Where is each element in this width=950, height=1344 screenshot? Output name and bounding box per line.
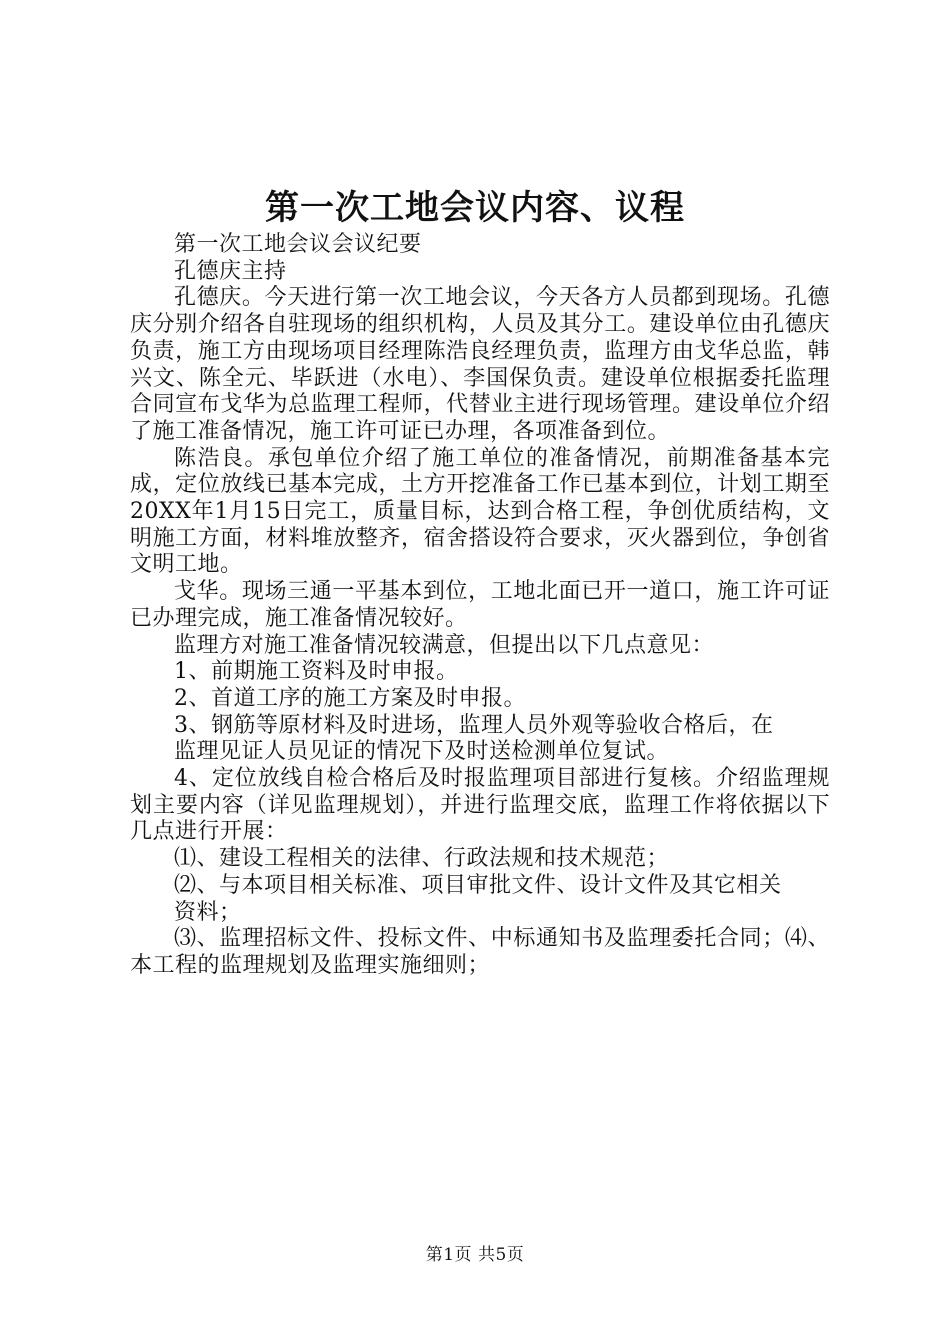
paragraph: 孔德庆主持 [174,258,287,284]
page-footer: 第1页 共5页 [425,1245,525,1265]
paragraph: 资料； [174,899,242,925]
paragraph: ⑶、监理招标文件、投标文件、中标通知书及监理委托合同；⑷、本工程的监理规划及监理实施细则； [130,926,830,978]
paragraph: 孔德庆。今天进行第一次工地会议，今天各方人员都到现场。孔德庆分别介绍各自驻现场的组织机构，人员及其分工。建设单位由孔德庆负责，施工方由现场项目经理陈浩良经理负责，监理方由戈华总监，韩兴文、陈全元、毕跃进（水电）、李国保负责。建设单位根据委托监理合同宣布戈华为总监理工程师，代替业主进行现场管理。建设单位介绍了施工准备情况，施工许可证已办理，各项准备到位。 [130,285,830,444]
paragraph: 戈华。现场三通一平基本到位，工地北面已开一道口，施工许可证已办理完成，施工准备情况较好。 [130,579,830,631]
paragraph: 4、定位放线自检合格后及时报监理项目部进行复核。介绍监理规划主要内容（详见监理规划），并进行监理交底，监理工作将依据以下几点进行开展： [130,766,830,845]
document-title: 第一次工地会议内容、议程 [265,188,685,228]
paragraph: ⑵、与本项目相关标准、项目审批文件、设计文件及其它相关 [174,872,782,898]
paragraph: 第一次工地会议会议纪要 [174,232,422,257]
paragraph: 2、首道工序的施工方案及时申报。 [174,685,526,711]
paragraph: ⑴、建设工程相关的法律、行政法规和技术规范； [174,846,670,872]
paragraph: 3、钢筋等原材料及时进场，监理人员外观等验收合格后，在 [174,712,774,738]
paragraph: 监理见证人员见证的情况下及时送检测单位复试。 [174,739,670,765]
paragraph: 1、前期施工资料及时申报。 [174,659,459,685]
document-body [130,232,830,980]
paragraph: 陈浩良。承包单位介绍了施工单位的准备情况，前期准备基本完成，定位放线已基本完成，土方开挖准备工作已基本到位，计划工期至20XX年1月15日完工，质量目标，达到合格工程，争创优质结构，文明施工方面，材料堆放整齐，宿舍搭设符合要求，灭火器到位，争创省文明工地。 [130,445,830,578]
paragraph: 监理方对施工准备情况较满意，但提出以下几点意见： [174,632,715,658]
